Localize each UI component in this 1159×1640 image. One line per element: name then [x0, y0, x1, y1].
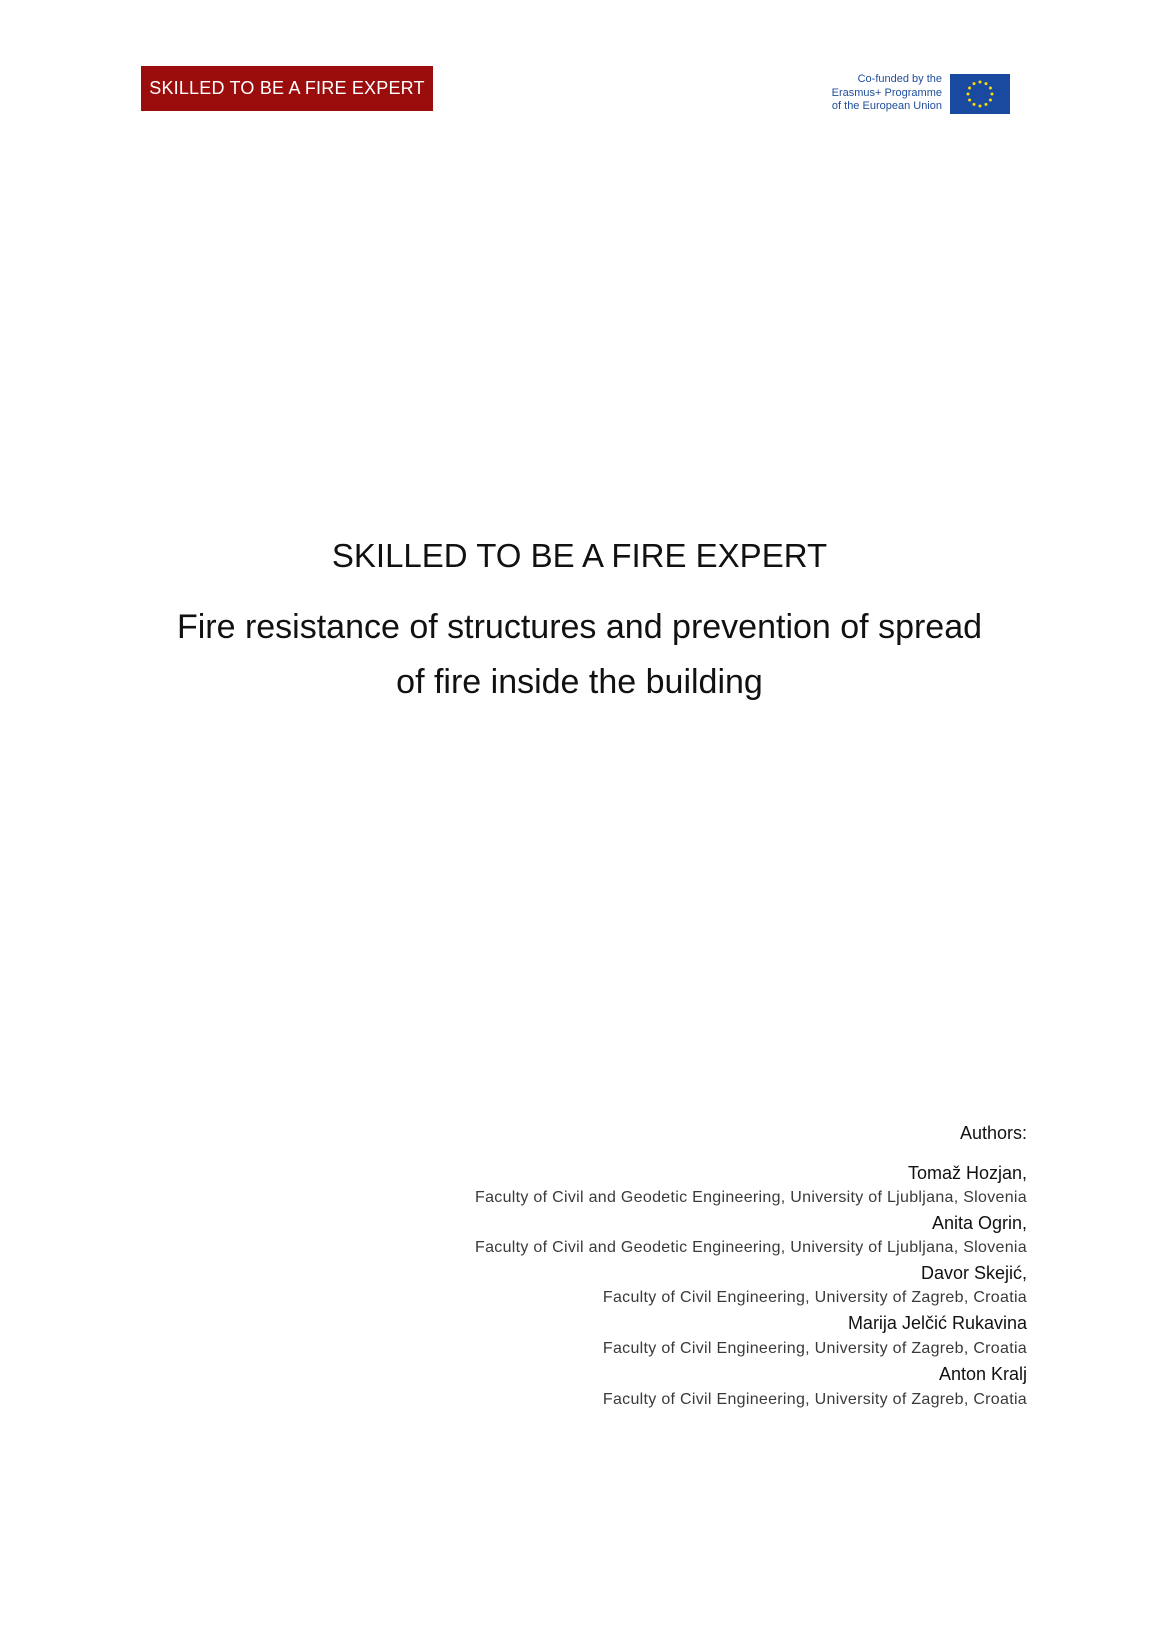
funding-line-3: of the European Union [831, 100, 942, 112]
author-name: Davor Skejić, [920, 1263, 1027, 1283]
funding-line-2: Erasmus+ Programme [831, 86, 942, 99]
authors-block [407, 1120, 1027, 1413]
author-affiliation: Faculty of Civil and Geodetic Engineering, University of Ljubljana, Slovenia [475, 1239, 1027, 1256]
eu-funding-logo [812, 72, 1010, 116]
authors-label: Authors: [959, 1123, 1027, 1143]
header-badge: SKILLED TO BE A FIRE EXPERT [141, 66, 433, 111]
author-name: Marija Jelčić Rukavina [847, 1313, 1027, 1333]
author-affiliation: Faculty of Civil Engineering, University of Zagreb, Croatia [602, 1391, 1027, 1408]
author-name: Anton Kralj [938, 1364, 1027, 1384]
author-name: Anita Ogrin, [931, 1213, 1027, 1233]
author-affiliation: Faculty of Civil Engineering, University of Zagreb, Croatia [602, 1340, 1027, 1357]
eu-flag-icon [950, 74, 1010, 114]
funding-line-1: Co-funded by the [857, 73, 942, 85]
page-title: SKILLED TO BE A FIRE EXPERT [331, 537, 828, 574]
author-affiliation: Faculty of Civil Engineering, University of Zagreb, Croatia [602, 1289, 1027, 1306]
eu-funding-text [802, 73, 942, 114]
author-affiliation: Faculty of Civil and Geodetic Engineering, University of Ljubljana, Slovenia [475, 1189, 1027, 1206]
subtitle-line-2: of fire inside the building [396, 663, 763, 701]
page-subtitle [150, 600, 1009, 710]
subtitle-line-1: Fire resistance of structures and prevention of spread [176, 608, 983, 646]
author-name: Tomaž Hozjan, [907, 1163, 1027, 1183]
eu-stars-icon [950, 74, 1010, 114]
